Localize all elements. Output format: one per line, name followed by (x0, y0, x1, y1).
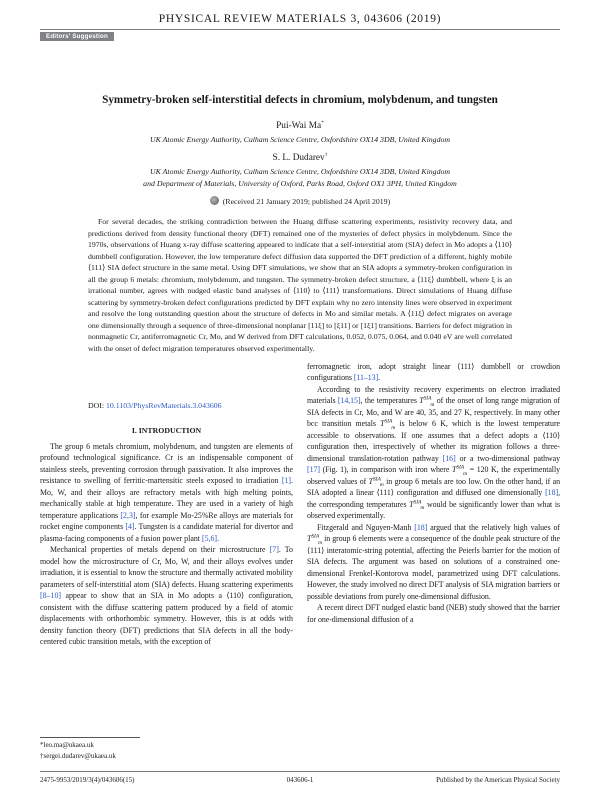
citation-link[interactable]: [7] (269, 545, 279, 555)
citation-link[interactable]: [14,15] (337, 396, 361, 406)
received-text: (Received 21 January 2019; published 24 April 2019) (222, 197, 391, 206)
body-paragraph: The group 6 metals chromium, molybdenum, and tungsten are elements of profound technological significance. Cr is an indispensable component of stainless steels, preventing corrosion through passivation. It also improves the resistance to swelling of ferritic-martensitic steels exposed to irradiation [1]. Mo, W, and their alloys are refractory metals with high melting points, mechanically stable at high temperature. They are used in a variety of high temperature applications [2,3], for example Mo-25%Re alloys are materials for rocket engine components [4]. Tungsten is a candidate material for divertor and plasma-facing components of a fusion power plant [5,6]. (40, 442, 293, 543)
author-mark: * (321, 119, 324, 126)
footnote-email-1[interactable]: *leo.ma@ukaea.uk (40, 741, 94, 749)
header-rule (40, 29, 560, 30)
citation-link[interactable]: [8–10] (40, 591, 62, 601)
citation-link[interactable]: [16] (442, 453, 456, 463)
tm-symbol: $T^{SIA}_m$ (451, 464, 468, 477)
tm-symbol: $T^{SIA}_m$ (409, 499, 425, 512)
left-column (40, 441, 293, 648)
citation-link[interactable]: [1] (281, 476, 292, 486)
citation-link[interactable]: [18] (414, 522, 428, 532)
citation-link[interactable]: [17] (307, 465, 320, 475)
footnote-email-2[interactable]: †sergei.dudarev@ukaea.uk (40, 752, 116, 760)
author-1 (40, 121, 560, 131)
received-dates (40, 196, 560, 206)
author-mark: † (324, 151, 328, 158)
citation-link[interactable]: [2,3] (120, 510, 136, 520)
author-name: Pui-Wai Ma (276, 121, 322, 131)
footer-publisher: Published by the American Physical Society (436, 776, 560, 784)
footer-issn: 2475-9953/2019/3(4)/043606(15) (40, 776, 135, 784)
author-2-affiliation-1: UK Atomic Energy Authority, Culham Science Centre, Oxfordshire OX14 3DB, United Kingdom (150, 167, 450, 176)
body-paragraph: A recent direct DFT nudged elastic band (NEB) study showed that the barrier for one-dimensional diffusion of a (307, 603, 560, 624)
footer-page-number: 043606-1 (286, 776, 314, 784)
tm-symbol: $T^{SIA}_m$ (368, 476, 384, 489)
author-2 (40, 153, 560, 163)
citation-link[interactable]: [4] (125, 522, 135, 532)
body-paragraph: Fitzgerald and Nguyen-Manh [18] argued that the relatively high values of $T^{SIA}_m$ in group 6 elements were a consequence of the double peak structure of the ⟨111⟩ interatomic-string potential, affecting the Peierls barrier for the motion of SIA defects. The argument was based on solutions of a constrained one-dimensional Frenkel-Kontorova model, parametrized using DFT calculations. However, the study involved no direct DFT analysis of SIA migration barriers or possible deviations from purely one-dimensional diffusion. (307, 522, 560, 601)
editors-suggestion-badge: Editors' Suggestion (40, 32, 114, 41)
citation-link[interactable]: [18] (545, 488, 559, 498)
author-name: S. L. Dudarev (272, 153, 325, 163)
body-paragraph: ferromagnetic iron, adopt straight linear ⟨111⟩ dumbbell or crowdion configurations [11–13]. (307, 362, 560, 383)
right-column (307, 361, 560, 625)
author-2-affiliation-2: and Department of Materials, University of Oxford, Parks Road, Oxford OX1 3PH, United Kingdom (143, 178, 457, 188)
citation-link[interactable]: [5,6] (201, 533, 218, 543)
tm-symbol: $T^{SIA}_m$ (380, 418, 396, 431)
journal-header: PHYSICAL REVIEW MATERIALS 3, 043606 (2019) (158, 13, 442, 25)
citation-link[interactable]: [11–13] (353, 373, 379, 383)
doi-label: DOI: (88, 401, 105, 410)
body-paragraph: Mechanical properties of metals depend on their microstructure [7]. To model how the microstructure of Cr, Mo, W, and their alloys evolves under irradiation, it is essential to know the structure and thermally activated mobility parameters of self-interstitial atom (SIA) defects. Huang scattering experiments [8–10] appear to show that an SIA in Mo adopts a ⟨110⟩ configuration, consistent with the diffuse scattering pattern produced by a field of atomic displacements with orthorhombic symmetry. However, this is at odds with density function theory (DFT) predictions that SIA defects in all the body-centered cubic transition metals, with the exception of (40, 545, 293, 647)
footnote-rule (40, 737, 140, 738)
author-1-affiliation: UK Atomic Energy Authority, Culham Science Centre, Oxfordshire OX14 3DB, United Kingdom (150, 135, 450, 144)
doi-link[interactable]: 10.1103/PhysRevMaterials.3.043606 (105, 401, 222, 410)
body-paragraph: According to the resistivity recovery experiments on electron irradiated materials [14,15], the temperatures $T^{SIA}_m$ of the onset of long range migration of SIA defects in Cr, Mo, and W are 40, 35, and 27 K, respectively. In many other bcc transition metals $T^{SIA}_m$ is below 6 K, which is the lowest temperature accessible to observations. If one assumes that a defect adopts a ⟨110⟩ configuration then, irrespectively of whether its migration follows a three-dimensional translation-rotation pathway [16] or a two-dimensional pathway [17] (Fig. 1), in comparison with iron where $T^{SIA}_m = 120$ K, the experimentally observed values of $T^{SIA}_m$ in group 6 metals are too low. On the other hand, if an SIA adopted a linear ⟨111⟩ configuration and diffused one dimensionally [18], the corresponding temperatures $T^{SIA}_m$ would be significantly lower than what is observed experimentally. (307, 384, 561, 521)
doi (88, 401, 222, 410)
footer-rule (40, 771, 560, 772)
paper-title: Symmetry-broken self-interstitial defects in chromium, molybdenum, and tungsten (102, 94, 498, 106)
check-for-updates-icon[interactable] (210, 196, 219, 205)
tm-symbol: $T^{SIA}_m$ (307, 533, 323, 546)
abstract: For several decades, the striking contradiction between the Huang diffuse scattering experiments, resistivity recovery data, and predictions derived from density functional theory (DFT) remained one of the mysteries of defect physics in molybdenum. Since the 1970s, observations of Huang x-ray diffuse scattering appeared to indicate that a self-interstitial atom (SIA) defect in Mo adopts a ⟨110⟩ dumbbell configuration. However, the low temperature defect diffusion data supported the DFT prediction of a different, highly mobile ⟨111⟩ SIA defect structure in the same metal. Using DFT simulations, we show that an SIA adopts a symmetry-broken configuration in all the group 6 metals: chromium, molybdenum, and tungsten. The symmetry-broken defect structure, a ⟨11ξ⟩ dumbbell, where ξ is an irrational number, agrees with nudged elastic band analyses of ⟨110⟩ to ⟨111⟩ transformations. Direct simulations of Huang diffuse scattering by symmetry-broken defect configurations predicted by DFT explain why no zero intensity lines were observed in experiment and resolve the long outstanding question about the structure of defects in Mo and similar metals. A ⟨11ξ⟩ defect migrates on average one dimensionally through a sequence of three-dimensional nonplanar [11ξ] to [ξ11] or [1ξ1] transitions. Barriers for defect migration in nonmagnetic Cr, antiferromagnetic Cr, Mo, and W derived from DFT calculations, 0.052, 0.075, 0.064, and 0.040 eV are well correlated with the onset of defect migration temperatures observed experimentally. (88, 217, 512, 354)
section-heading: I. INTRODUCTION (131, 426, 202, 435)
tm-symbol: $T^{SIA}_m$ (419, 395, 435, 409)
